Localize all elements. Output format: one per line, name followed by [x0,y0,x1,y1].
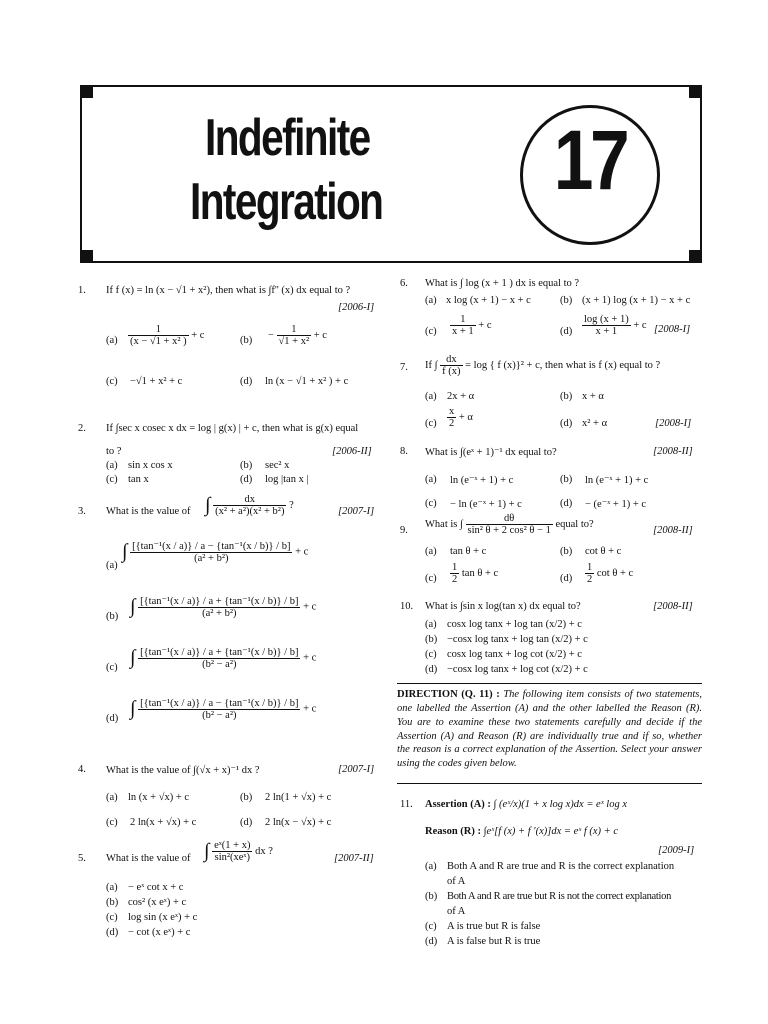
denominator: 2 [452,574,458,585]
q5-option-c-label: (c) [106,912,118,923]
q8-year: [2008-II] [653,446,693,457]
q8-text: What is ∫(eˣ + 1)⁻¹ dx equal to? [425,447,557,458]
prefix: − [268,329,274,341]
q3-option-a-label: (a) [106,560,118,571]
q1-option-c-label: (c) [106,376,118,387]
q11-option-c: A is true but R is false [447,921,541,932]
suffix: + c [295,546,309,558]
q11-option-b-label: (b) [425,891,438,902]
q5-option-d-label: (d) [106,927,119,938]
q9-year: [2008-II] [653,525,693,536]
q5-year: [2007-II] [334,853,374,864]
q7-option-a-label: (a) [425,391,437,402]
numerator: dx [440,354,462,366]
q4-number: 4. [78,764,86,775]
assertion-label: Assertion (A) : [425,799,491,810]
chapter-title-line1: Indefinite [205,109,370,167]
q7-option-a: 2x + α [447,391,475,402]
q5-option-c: log sin (x eˣ) + c [128,912,198,923]
chapter-title-line2: Integration [190,173,383,231]
q7-number: 7. [400,362,408,373]
q11-option-d-label: (d) [425,936,438,947]
q10-option-b-label: (b) [425,634,438,645]
denominator: f (x) [442,366,461,377]
q9-option-b: cot θ + c [585,546,622,557]
q6-number: 6. [400,278,408,289]
q2-text: If ∫sec x cosec x dx = log | g(x) | + c, then what is g(x) equal [106,423,359,434]
q4-option-c-label: (c) [106,817,118,828]
q6-option-a: x log (x + 1) − x + c [446,295,531,306]
q4-option-d-label: (d) [240,817,253,828]
integral-icon: ∫ [205,494,211,516]
q11-assertion [425,799,627,810]
q9-text [425,513,594,536]
denominator: x + 1 [595,326,618,337]
q5-option-b: cos² (x eˣ) + c [128,897,187,908]
suffix: equal to? [555,518,594,530]
numerator: [{tan⁻¹(x / a)} / a + {tan⁻¹(x / b)} / b] [140,596,299,607]
corner-mark [80,85,93,98]
q5-number: 5. [78,853,86,864]
q10-text: What is ∫sin x log(tan x) dx equal to? [425,601,581,612]
integral-icon: ∫ [204,840,210,862]
suffix: + c [478,319,492,331]
q11-option-a-line2: of A [447,876,466,887]
q9-option-c-label: (c) [425,573,437,584]
q2-option-d: log |tan x | [265,474,309,485]
q7-option-d: x² + α [582,418,608,429]
numerator: [{tan⁻¹(x / a)} / a + {tan⁻¹(x / b)} / b] [140,647,299,658]
q1-option-b-label: (b) [240,335,253,346]
q1-option-d: ln (x − √1 + x² ) + c [265,376,349,387]
numerator: dθ [466,513,553,525]
q2-option-c: tan x [128,474,149,485]
q8-option-b-label: (b) [560,474,573,485]
q9-option-d [585,562,633,585]
q6-option-d-label: (d) [560,326,573,337]
suffix: + c [313,329,327,341]
q3-option-a [122,540,308,564]
q4-option-b: 2 ln(1 + √x) + c [265,792,332,803]
chapter-number: 17 [553,113,627,207]
q5-text: What is the value of [106,853,191,864]
q1-option-c: −√1 + x² + c [130,376,183,387]
q1-number: 1. [78,285,86,296]
q9-option-d-label: (d) [560,573,573,584]
q11-year: [2009-I] [658,845,695,856]
q4-year: [2007-I] [338,764,375,775]
denominator: (a² + b²) [194,553,229,564]
integral-icon: ∫ [122,540,128,563]
q3-text: What is the value of [106,506,191,517]
numerator: dx [213,494,286,506]
q11-reason [425,826,618,837]
q8-option-c: − ln (e⁻ˣ + 1) + c [450,499,522,510]
denominator: 2 [587,574,593,585]
q6-option-b-label: (b) [560,295,573,306]
numerator: 1 [450,314,476,326]
suffix: + c [191,329,205,341]
q2-option-b: sec² x [265,460,290,471]
q7-option-b-label: (b) [560,391,573,402]
q2-option-d-label: (d) [240,474,253,485]
q7-text [425,354,660,377]
q3-number: 3. [78,506,86,517]
q6-option-c-label: (c) [425,326,437,337]
integral-icon: ∫ [130,646,136,669]
q7-option-b: x + α [582,391,604,402]
q11-option-b-line2: of A [447,906,466,917]
q10-option-d: −cosx log tanx + log cot (x/2) + c [447,664,588,675]
q6-option-b: (x + 1) log (x + 1) − x + c [582,295,691,306]
q4-option-d: 2 ln(x − √x) + c [265,817,332,828]
q10-option-b: −cosx log tanx + log tan (x/2) + c [447,634,588,645]
q3-option-d-label: (d) [106,713,119,724]
denominator: (b² − a²) [202,710,237,721]
q10-option-a-label: (a) [425,619,437,630]
q1-text: If f (x) = ln (x − √1 + x²), then what is ∫f'' (x) dx equal to ? [106,285,351,296]
q1-option-a-label: (a) [106,335,118,346]
suffix: dx ? [255,845,273,857]
suffix: + c [303,703,317,715]
denominator: (a² + b²) [202,608,237,619]
q3-option-c-label: (c) [106,662,118,673]
corner-mark [689,250,702,263]
q10-option-c-label: (c) [425,649,437,660]
q4-option-c: 2 ln(x + √x) + c [130,817,197,828]
q9-option-c [450,562,498,585]
direction-text: The following item consists of two statements, one labelled the Assertion (A) and the other labelled the Reason (R). You are to examine these two statements carefully and decide if the Assertion (A) and Reason (R) are individually true and if so, whether the reason is a correct explanation of the Assertion. Select your answer using the codes given below. [397,689,702,770]
q5-option-d: − cot (x eˣ) + c [128,927,191,938]
prefix: If ∫ [425,359,438,371]
denominator: sin² θ + 2 cos² θ − 1 [467,525,551,536]
numerator: 1 [587,562,593,573]
q10-option-d-label: (d) [425,664,438,675]
q3-option-c [130,646,316,670]
integral-icon: ∫ [130,697,136,720]
direction-label: DIRECTION (Q. 11) : [397,689,500,700]
denominator: x + 1 [452,326,474,337]
q11-option-b-line1: Both A and R are true but R is not the correct explanation [447,891,672,902]
suffix: cot θ + c [596,567,634,579]
denominator: (b² − a²) [202,659,237,670]
q6-text: What is ∫ log (x + 1 ) dx is equal to ? [425,278,580,289]
q6-year: [2008-I] [654,324,691,335]
assertion-text: ∫ (eˣ/x)(1 + x log x)dx = eˣ log x [493,799,627,810]
q7-year: [2008-I] [655,418,692,429]
q7-option-c [447,406,473,429]
suffix: tan θ + c [461,567,499,579]
q9-number: 9. [400,525,408,536]
q11-option-a-label: (a) [425,861,437,872]
q5-integral [204,840,273,863]
q2-option-c-label: (c) [106,474,118,485]
q10-year: [2008-II] [653,601,693,612]
direction-block [397,688,702,771]
q6-option-a-label: (a) [425,295,437,306]
q3-option-b-label: (b) [106,611,119,622]
q1-year: [2006-I] [338,302,375,313]
question-mark: ? [289,499,294,511]
denominator: sin²(xeˣ) [214,852,250,863]
numerator: [{tan⁻¹(x / a)} / a − {tan⁻¹(x / b)} / b] [132,541,291,552]
q3-option-d [130,697,316,721]
q7-option-c-label: (c) [425,418,437,429]
q5-option-b-label: (b) [106,897,119,908]
reason-label: Reason (R) : [425,826,481,837]
q10-number: 10. [400,601,414,612]
q4-option-a: ln (x + √x) + c [128,792,190,803]
q8-option-a: ln (e⁻ˣ + 1) + c [450,475,514,486]
q9-option-b-label: (b) [560,546,573,557]
q10-option-c: cosx log tanx + log cot (x/2) + c [447,649,582,660]
suffix: + c [303,652,317,664]
numerator: 1 [128,324,189,336]
q3-year: [2007-I] [338,506,375,517]
q1-option-a [128,324,204,347]
q9-option-a-label: (a) [425,546,437,557]
denominator: (x − √1 + x² ) [130,336,187,347]
q6-option-d [582,314,647,337]
q4-option-a-label: (a) [106,792,118,803]
q2-option-a-label: (a) [106,460,118,471]
text: = log { f (x)}² + c, then what is f (x) equal to ? [465,359,661,371]
q3-integral [205,494,294,517]
q2-option-a: sin x cos x [128,460,173,471]
q8-option-d: − (e⁻ˣ + 1) + c [585,499,647,510]
q4-text: What is the value of ∫(√x + x)⁻¹ dx ? [106,765,260,776]
q2-option-b-label: (b) [240,460,253,471]
numerator: eˣ(1 + x) [214,840,251,851]
q1-option-d-label: (d) [240,376,253,387]
numerator: 1 [452,562,458,573]
q8-option-b: ln (e⁻ˣ + 1) + c [585,475,649,486]
q11-option-d: A is false but R is true [447,936,541,947]
suffix: + c [303,601,317,613]
numerator: x [449,406,455,417]
q5-option-a: − eˣ cot x + c [128,882,184,893]
q11-option-a-line1: Both A and R are true and R is the correct explanation [447,861,675,872]
q8-option-d-label: (d) [560,498,573,509]
corner-mark [80,250,93,263]
integral-icon: ∫ [130,595,136,618]
section-divider [397,683,702,684]
q5-option-a-label: (a) [106,882,118,893]
q2-number: 2. [78,423,86,434]
q11-option-c-label: (c) [425,921,437,932]
denominator: √1 + x² [278,336,310,347]
prefix: What is ∫ [425,518,463,530]
denominator: 2 [449,418,455,429]
q1-option-b [268,324,327,347]
numerator: 1 [277,324,312,336]
q8-option-a-label: (a) [425,474,437,485]
q8-number: 8. [400,446,408,457]
q7-option-d-label: (d) [560,418,573,429]
q10-option-a: cosx log tanx + log tan (x/2) + c [447,619,582,630]
q8-option-c-label: (c) [425,498,437,509]
suffix: + α [458,411,473,423]
q6-option-c [450,314,492,337]
q3-option-b [130,595,316,619]
numerator: [{tan⁻¹(x / a)} / a − {tan⁻¹(x / b)} / b] [140,698,299,709]
corner-mark [689,85,702,98]
q2-text-continued: to ? [106,446,122,457]
numerator: log (x + 1) [584,314,629,325]
q2-year: [2006-II] [332,446,372,457]
q9-option-a: tan θ + c [450,546,487,557]
denominator: (x² + a²)(x² + b²) [215,506,285,517]
suffix: + c [633,319,647,331]
q11-number: 11. [400,799,413,810]
q4-option-b-label: (b) [240,792,253,803]
reason-text: ∫eˣ[f (x) + f ′(x)]dx = eˣ f (x) + c [483,826,619,837]
section-divider [397,783,702,784]
